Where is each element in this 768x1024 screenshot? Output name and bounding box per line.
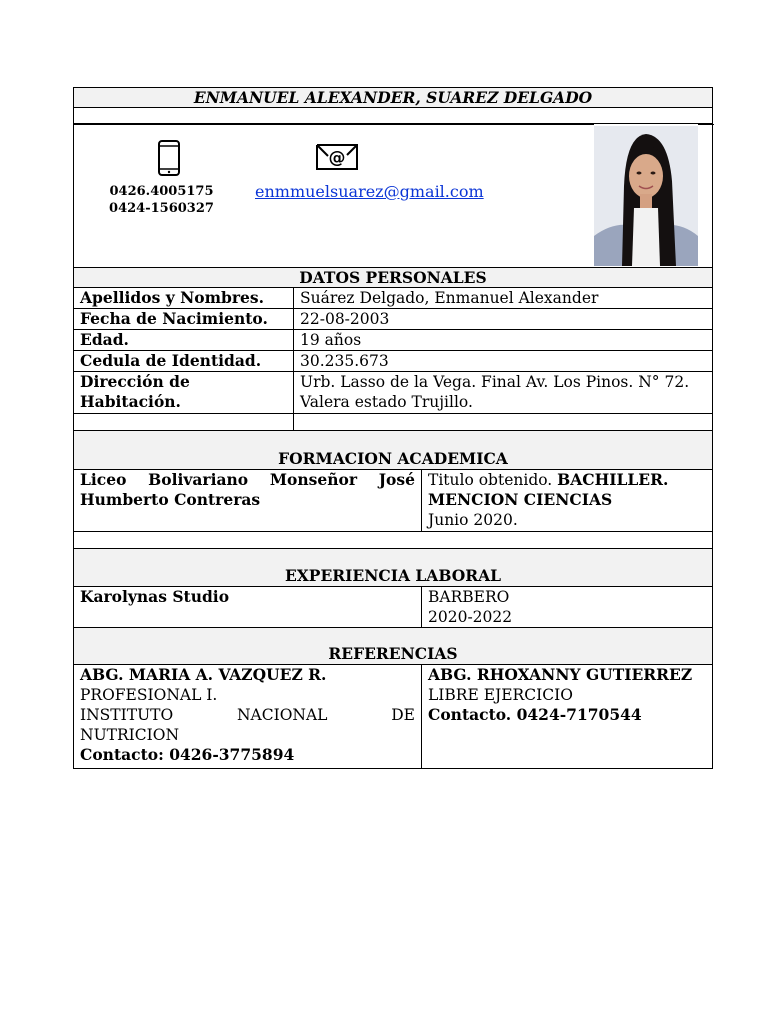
email-at-icon — [316, 144, 358, 174]
school-line-1: Liceo Bolivariano Monseñor José — [80, 470, 415, 489]
degree-prefix: Titulo obtenido. — [428, 471, 558, 489]
address-line-1: Urb. Lasso de la Vega. Final Av. Los Pinos. N° 72. — [300, 373, 690, 391]
academic-heading-row — [73, 431, 713, 470]
work-heading: EXPERIENCIA LABORAL — [284, 566, 502, 585]
school-line-2: Humberto Contreras — [80, 490, 261, 509]
phone-2: 0424-1560327 — [109, 201, 214, 216]
personal-heading: DATOS PERSONALES — [299, 268, 487, 287]
ref1-name: ABG. MARIA A. VAZQUEZ R. — [80, 665, 327, 684]
profile-photo — [594, 126, 698, 266]
contact-row — [73, 124, 713, 268]
photo-divider-right — [698, 124, 714, 125]
personal-row-3 — [73, 330, 713, 351]
degree-date: Junio 2020. — [428, 511, 518, 529]
role: BARBERO — [428, 588, 510, 606]
photo-divider — [74, 124, 594, 125]
reference-1 — [74, 665, 421, 768]
ref2-name: ABG. RHOXANNY GUTIERREZ — [428, 665, 693, 684]
personal-row-5 — [73, 372, 713, 414]
blank-cell — [293, 414, 712, 430]
ref1-contact: Contacto: 0426-3775894 — [80, 745, 295, 764]
period: 2020-2022 — [428, 608, 513, 626]
name-row — [73, 87, 713, 108]
personal-blank-row — [73, 414, 713, 431]
candidate-name: ENMANUEL ALEXANDER, SUAREZ DELGADO — [193, 88, 593, 107]
academic-row — [73, 470, 713, 532]
svg-text:@: @ — [328, 148, 346, 168]
degree-line-1 — [428, 470, 706, 490]
value-id: 30.235.673 — [293, 351, 712, 371]
reference-2 — [421, 665, 712, 768]
value-birthdate: 22-08-2003 — [293, 309, 712, 329]
ref1-line-1: PROFESIONAL I. — [80, 686, 218, 704]
personal-row-4 — [73, 351, 713, 372]
personal-heading-row — [73, 268, 713, 288]
phone-numbers — [104, 183, 219, 217]
ref1-line-2: INSTITUTO NACIONAL DE — [80, 706, 415, 724]
ref1-line-3: NUTRICION — [80, 726, 180, 744]
label-id: Cedula de Identidad. — [80, 351, 262, 370]
label-age: Edad. — [80, 330, 129, 349]
ref2-contact: Contacto. 0424-7170544 — [428, 705, 642, 724]
personal-row-2 — [73, 309, 713, 330]
work-row — [73, 587, 713, 628]
label-birthdate: Fecha de Nacimiento. — [80, 309, 268, 328]
academic-blank-row — [73, 532, 713, 549]
value-age: 19 años — [293, 330, 712, 350]
phone-1: 0426.4005175 — [109, 184, 214, 199]
email-link[interactable]: enmmuelsuarez@gmail.com — [255, 182, 484, 201]
ref2-line-1: LIBRE EJERCICIO — [428, 686, 573, 704]
work-heading-row — [73, 549, 713, 587]
degree-cell — [421, 470, 712, 531]
address-line-2: Valera estado Trujillo. — [300, 393, 473, 411]
references-heading: REFERENCIAS — [328, 644, 458, 663]
value-name: Suárez Delgado, Enmanuel Alexander — [293, 288, 712, 308]
references-heading-row — [73, 628, 713, 665]
phone-icon — [158, 140, 180, 180]
label-address: Dirección de Habitación. — [80, 372, 190, 411]
degree-bold-2: MENCION CIENCIAS — [428, 490, 613, 509]
references-row — [73, 665, 713, 769]
role-cell — [421, 587, 712, 627]
label-name: Apellidos y Nombres. — [80, 288, 264, 307]
value-address — [293, 372, 712, 413]
academic-heading: FORMACION ACADEMICA — [278, 449, 508, 468]
school-cell — [74, 470, 421, 531]
degree-bold-1: BACHILLER. — [557, 470, 669, 489]
company-cell: Karolynas Studio — [80, 587, 230, 606]
personal-row-1 — [73, 288, 713, 309]
spacer-row — [73, 108, 713, 124]
